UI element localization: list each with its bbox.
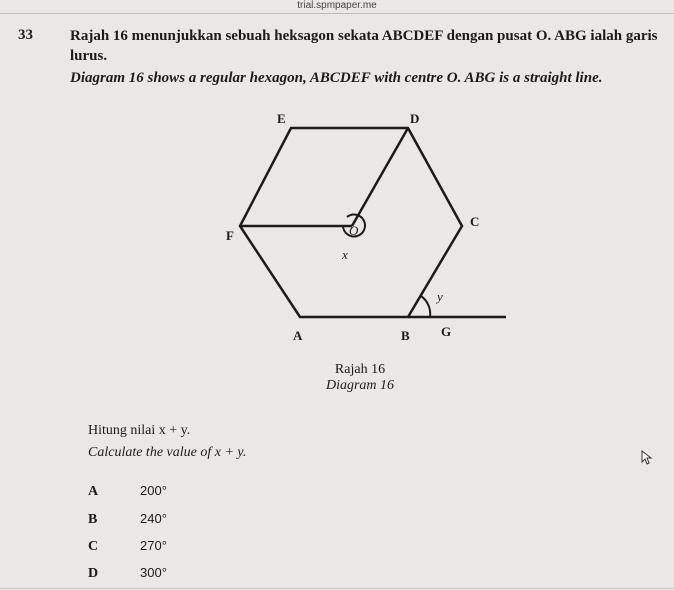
bottom-divider: [0, 588, 674, 589]
option-b[interactable]: [88, 511, 167, 528]
question-text-malay: Rajah 16 menunjukkan sebuah heksagon sekata ABCDEF dengan pusat O. ABG ialah garis: [70, 28, 658, 44]
question-number: 33: [18, 27, 33, 43]
option-letter: B: [88, 512, 98, 527]
question-text-english: Diagram 16 shows a regular hexagon, ABCDEF with centre O. ABG is a straight line.: [70, 70, 603, 86]
angle-y-arc: [421, 296, 430, 317]
label-d: D: [410, 111, 420, 126]
question-text-malay-cont: lurus.: [70, 48, 108, 64]
label-b: B: [401, 328, 410, 343]
prompt-malay: Hitung nilai x + y.: [88, 423, 191, 438]
label-c: C: [470, 214, 480, 229]
option-d[interactable]: [88, 565, 167, 582]
option-letter: D: [88, 566, 99, 581]
option-value: 270°: [140, 538, 167, 553]
option-value: 200°: [140, 483, 167, 498]
option-letter: C: [88, 539, 99, 554]
diagram-caption-malay: Rajah 16: [334, 362, 386, 377]
option-value: 300°: [140, 565, 167, 580]
line-od: [352, 128, 408, 226]
option-c[interactable]: [88, 538, 167, 555]
label-y: y: [437, 289, 443, 304]
option-a[interactable]: [88, 483, 167, 500]
option-value: 240°: [140, 511, 167, 526]
diagram-caption-english: Diagram 16: [325, 378, 395, 393]
site-header: trial.spmpaper.me: [297, 0, 377, 11]
label-f: F: [226, 228, 234, 243]
option-letter: A: [88, 484, 99, 499]
prompt-english: Calculate the value of x + y.: [88, 445, 247, 460]
label-e: E: [277, 111, 286, 126]
label-x: x: [342, 247, 348, 262]
label-g: G: [441, 324, 452, 339]
label-o: O: [349, 223, 359, 238]
label-a: A: [293, 328, 303, 343]
mouse-pointer-icon: [641, 450, 653, 466]
